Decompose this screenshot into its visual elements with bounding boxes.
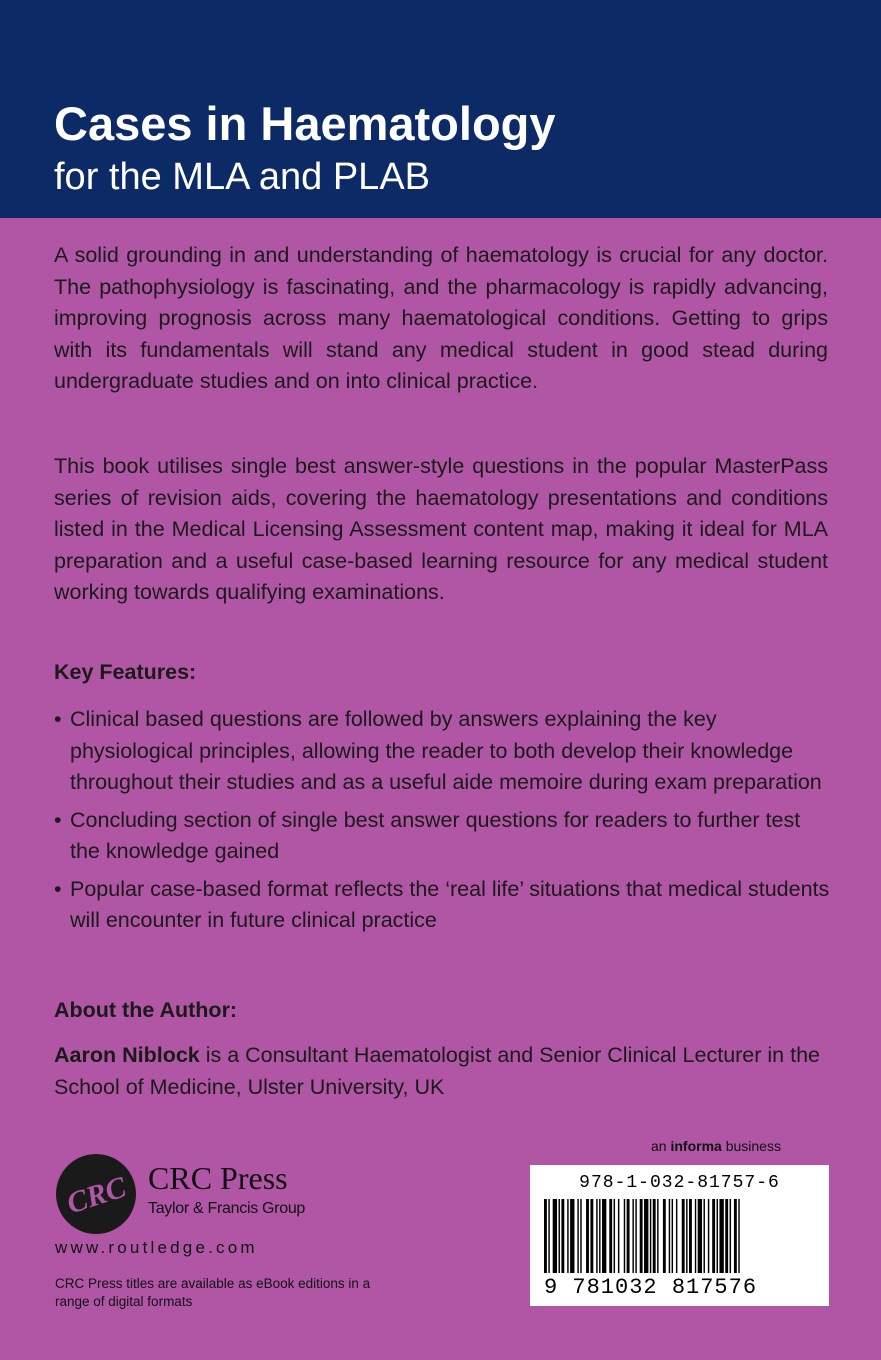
barcode-bar xyxy=(561,1199,564,1273)
barcode-bar xyxy=(627,1199,630,1273)
barcode-bar xyxy=(704,1199,705,1273)
key-features-heading: Key Features: xyxy=(54,660,197,684)
barcode-bar xyxy=(635,1199,636,1273)
list-item xyxy=(54,874,834,937)
informa-suffix: business xyxy=(721,1138,781,1154)
barcode-bar xyxy=(657,1199,658,1273)
barcode-bar xyxy=(663,1199,666,1273)
bullet-icon: • xyxy=(54,876,62,901)
list-item xyxy=(54,805,834,868)
barcode-bar xyxy=(567,1199,568,1273)
book-subtitle: for the MLA and PLAB xyxy=(54,156,431,198)
publisher-website: www.routledge.com xyxy=(55,1238,258,1257)
barcode-bar xyxy=(640,1199,643,1273)
informa-bold: informa xyxy=(670,1138,722,1154)
barcode-bar xyxy=(712,1199,715,1273)
list-item-text: Concluding section of single best answer questions for readers to further test the knowledge gained xyxy=(70,807,801,863)
barcode-bars xyxy=(544,1199,816,1273)
list-item-text: Popular case-based format reflects the ‘real life’ situations that medical students will encounter in future clinical practice xyxy=(70,876,830,932)
barcode-bar xyxy=(590,1199,593,1273)
barcode-bar xyxy=(653,1199,656,1273)
barcode-bar xyxy=(570,1199,574,1273)
barcode-bar xyxy=(650,1199,651,1273)
barcode-bar xyxy=(708,1199,709,1273)
about-author-heading: About the Author: xyxy=(54,998,238,1022)
barcode-bar xyxy=(544,1199,547,1273)
barcode-bar xyxy=(730,1199,731,1273)
author-bio-text: is a Consultant Haematologist and Senior Clinical Lecturer in the School of Medicine, Ulster University, UK xyxy=(54,1043,820,1099)
barcode-bar xyxy=(553,1199,557,1273)
barcode-bar xyxy=(676,1199,677,1273)
barcode-bar xyxy=(698,1199,702,1273)
isbn-hyphenated: 978-1-032-81757-6 xyxy=(579,1173,780,1193)
bullet-icon: • xyxy=(54,707,62,731)
barcode-bar xyxy=(618,1199,619,1273)
barcode-bar xyxy=(614,1199,615,1273)
barcode-bar xyxy=(548,1199,549,1273)
crc-logo-icon xyxy=(55,1153,137,1235)
list-item-text: Clinical based questions are followed by answers explaining the key physiological principles, allowing the reader to both develop their knowledge throughout their studies and as a useful aide memoire during exam preparation xyxy=(70,707,822,794)
barcode-bar xyxy=(738,1199,739,1273)
barcode-bar xyxy=(672,1199,673,1273)
author-bio xyxy=(54,1040,844,1103)
barcode-bar xyxy=(602,1199,606,1273)
isbn-digits: 9 781032 817576 xyxy=(544,1275,758,1300)
bullet-icon: • xyxy=(54,807,62,832)
barcode-bar xyxy=(734,1199,737,1273)
barcode-bar xyxy=(609,1199,612,1273)
barcode-bar xyxy=(596,1199,597,1273)
barcode-bar xyxy=(632,1199,633,1273)
barcode-bar xyxy=(559,1199,560,1273)
barcode-bar xyxy=(695,1199,696,1273)
barcode-bar xyxy=(686,1199,687,1273)
barcode-bar xyxy=(682,1199,685,1273)
barcode-box xyxy=(530,1165,829,1306)
author-name: Aaron Niblock xyxy=(54,1043,200,1067)
publisher-name: CRC Press xyxy=(148,1160,288,1196)
ebook-note: CRC Press titles are available as eBook editions in a range of digital formats xyxy=(55,1276,371,1309)
crc-logo-text: CRC xyxy=(62,1170,131,1221)
description-paragraph-1: A solid grounding in and understanding of haematology is crucial for any doctor. The pathophysiology is fascinating, and the pharmacology is rapidly advancing, improving prognosis across many haematological conditions. Getting to grips with its fundamentals will stand any medical student in good stead during undergraduate studies and on into clinical practice. xyxy=(54,243,828,393)
barcode-bar xyxy=(689,1199,692,1273)
barcode-bar xyxy=(669,1199,670,1273)
description-paragraph-2: This book utilises single best answer-style questions in the popular MasterPass series of revision aids, covering the haematology presentations and conditions listed in the Medical Licensing Assessment content map, making it ideal for MLA preparation and a useful case-based learning resource for any medical student working towards qualifying examinations. xyxy=(54,454,828,604)
barcode-bar xyxy=(586,1199,589,1273)
barcode-bar xyxy=(624,1199,625,1273)
publisher-group: Taylor & Francis Group xyxy=(148,1200,306,1217)
header-banner xyxy=(0,0,881,218)
barcode-bar xyxy=(719,1199,723,1273)
list-item xyxy=(54,704,834,799)
barcode-bar xyxy=(717,1199,718,1273)
informa-tagline xyxy=(651,1138,781,1154)
barcode-bar xyxy=(644,1199,648,1273)
barcode-bar xyxy=(725,1199,728,1273)
book-title: Cases in Haematology xyxy=(54,97,556,150)
barcode-bar xyxy=(599,1199,600,1273)
informa-prefix: an xyxy=(651,1138,671,1154)
key-features-list xyxy=(54,704,834,943)
barcode-bar xyxy=(577,1199,578,1273)
barcode-bar xyxy=(580,1199,581,1273)
